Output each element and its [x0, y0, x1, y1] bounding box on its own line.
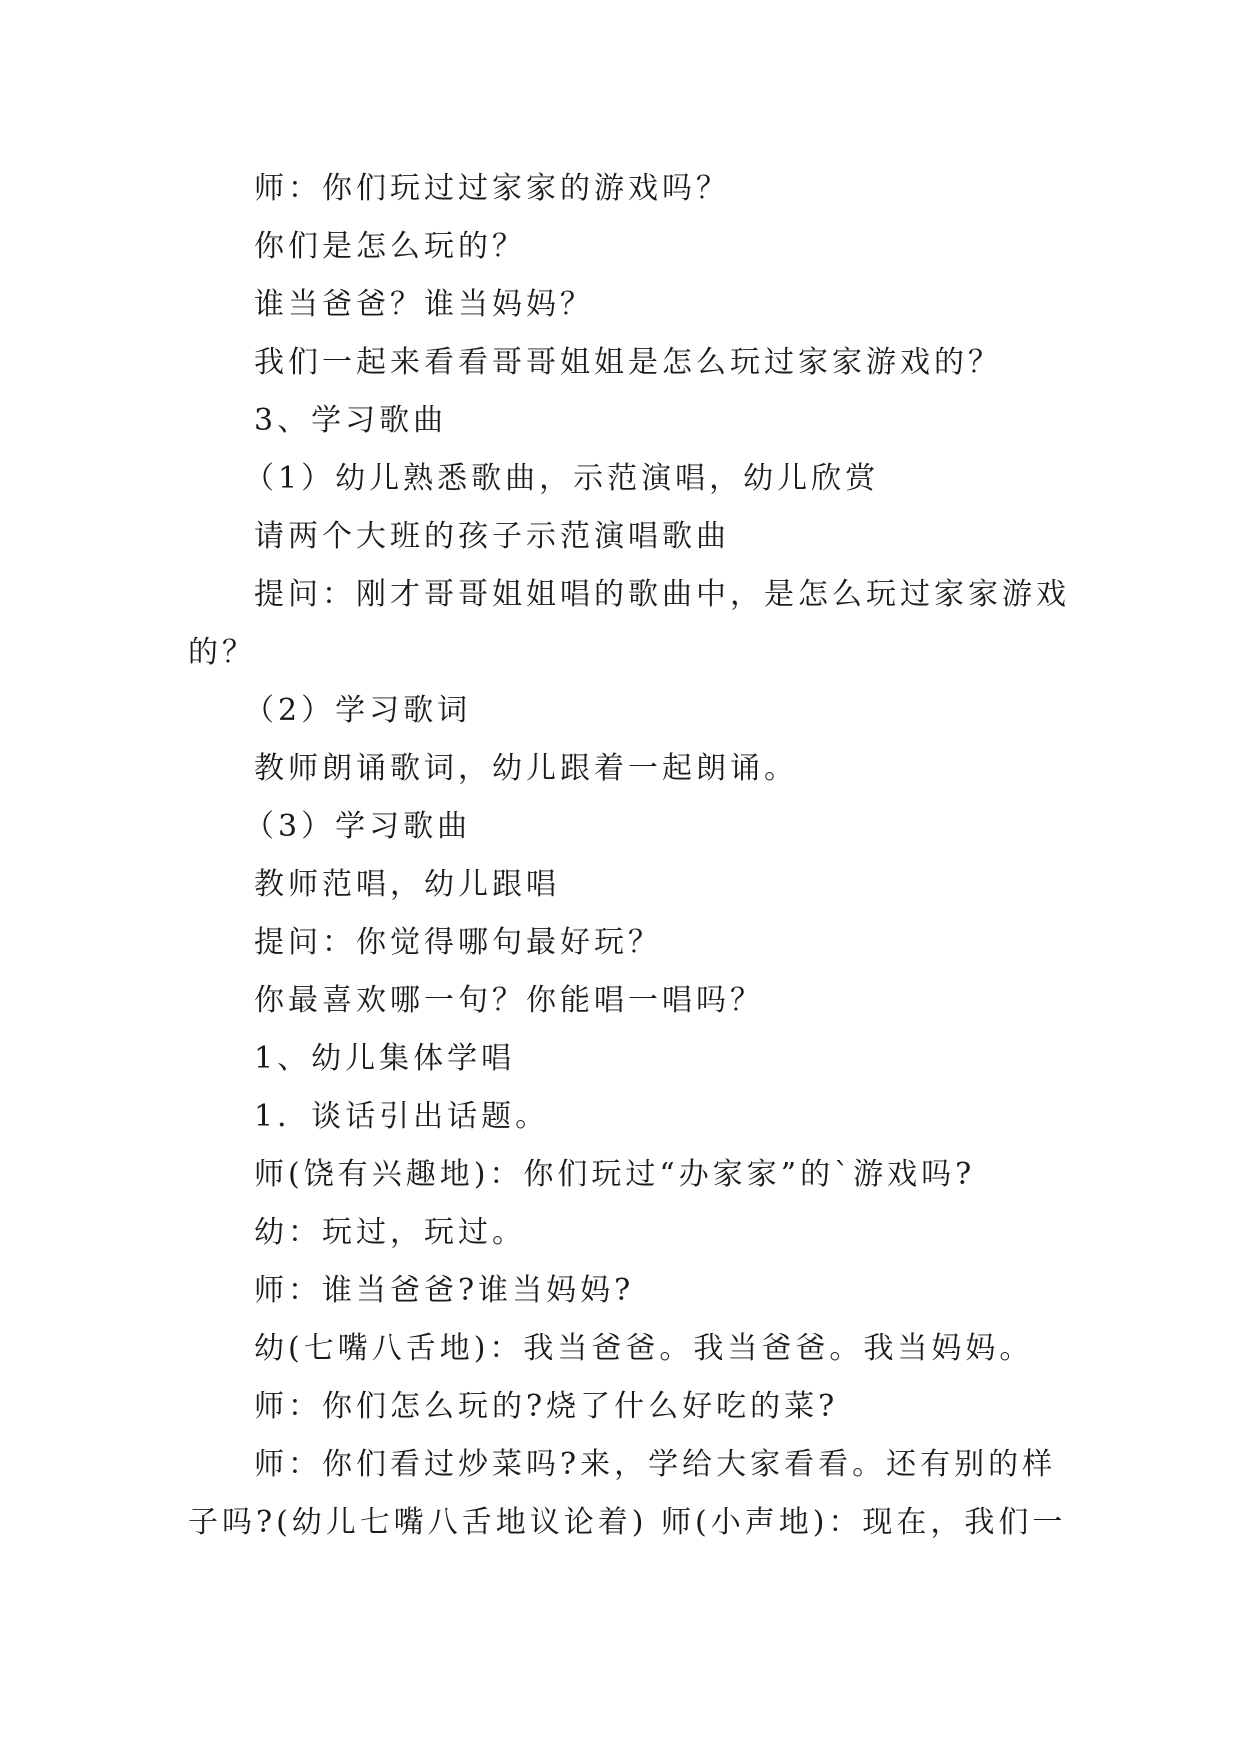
text-line: 1、幼儿集体学唱	[254, 1041, 516, 1076]
text-line: （3）学习歌曲	[244, 809, 472, 844]
text-line: 子吗?(幼儿七嘴八舌地议论着) 师(小声地)：现在，我们一	[188, 1505, 1067, 1540]
text-line: （2）学习歌词	[244, 693, 472, 728]
text-line: 师：你们怎么玩的?烧了什么好吃的菜?	[254, 1389, 839, 1424]
text-line: 请两个大班的孩子示范演唱歌曲	[254, 519, 730, 554]
text-line: 师：谁当爸爸?谁当妈妈?	[254, 1273, 635, 1308]
text-line: 3、学习歌曲	[254, 403, 448, 438]
text-line: 师：你们看过炒菜吗?来，学给大家看看。还有别的样	[254, 1447, 1057, 1482]
text-line: 的？	[188, 635, 256, 670]
text-line: 师：你们玩过过家家的游戏吗？	[254, 171, 730, 206]
document-body	[188, 160, 1070, 1552]
text-line: 谁当爸爸？谁当妈妈？	[254, 287, 594, 322]
text-line: 师(饶有兴趣地)：你们玩过“办家家”的`游戏吗?	[254, 1157, 976, 1192]
text-line: 提问：你觉得哪句最好玩？	[254, 925, 662, 960]
text-line: 幼(七嘴八舌地)：我当爸爸。我当爸爸。我当妈妈。	[254, 1331, 1034, 1366]
text-line: 教师朗诵歌词，幼儿跟着一起朗诵。	[254, 751, 798, 786]
text-line: 我们一起来看看哥哥姐姐是怎么玩过家家游戏的？	[254, 345, 1002, 380]
text-line: 1．谈话引出话题。	[254, 1099, 550, 1134]
text-line: 教师范唱，幼儿跟唱	[254, 867, 560, 902]
text-line: 提问：刚才哥哥姐姐唱的歌曲中，是怎么玩过家家游戏	[254, 577, 1070, 612]
text-line: 幼：玩过，玩过。	[254, 1215, 526, 1250]
text-line: 你最喜欢哪一句？你能唱一唱吗？	[254, 983, 764, 1018]
text-line: （1）幼儿熟悉歌曲，示范演唱，幼儿欣赏	[244, 461, 880, 496]
text-line: 你们是怎么玩的？	[254, 229, 526, 264]
